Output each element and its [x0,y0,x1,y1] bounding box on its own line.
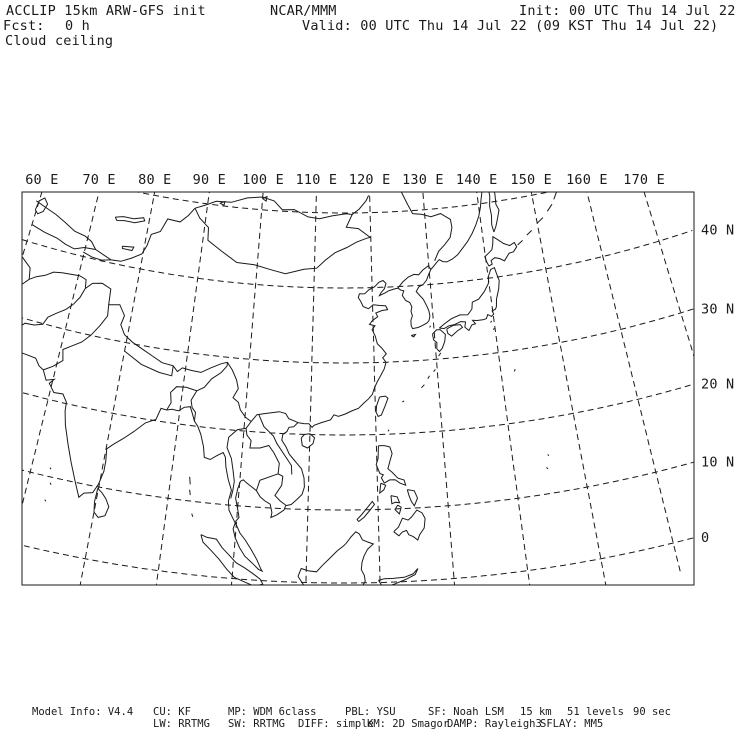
org-name: NCAR/MMM [270,3,337,19]
lat-label: 30 N [701,301,735,318]
small-island [537,218,543,224]
lon-label: 100 E [242,172,284,188]
model-info-item: PBL: YSU [345,706,396,718]
field-name: Cloud ceiling [5,33,114,49]
country-border [22,257,86,288]
parallel-line [0,441,740,510]
lon-label: 90 E [192,172,226,188]
country-border [256,474,278,491]
small-island [548,454,549,455]
lon-label: 130 E [402,172,444,188]
model-info-line2 [0,718,740,730]
model-info-item: KM: 2D Smagor [367,718,450,730]
lakes-group [35,197,267,251]
meridian-line [421,172,456,607]
model-info-item: SW: RRTMG [228,718,285,730]
model-info-item: 90 sec [633,706,671,718]
lon-label: 60 E [25,172,59,188]
country-border [197,362,228,391]
small-island [190,490,191,495]
borders-group [6,191,452,505]
lon-label: 140 E [455,172,498,188]
model-info-item: DIFF: simple [298,718,374,730]
lat-label: 40 N [701,222,735,239]
lat-label: 0 [701,530,710,547]
island-outline [301,434,314,448]
small-island [402,401,404,402]
small-island [547,204,552,211]
graticule [0,133,740,611]
meridian-line [305,175,317,612]
small-island [439,353,441,356]
country-border [401,191,452,261]
small-island [50,483,51,485]
island-outline [411,334,415,336]
lon-axis-labels [25,172,665,188]
coast-group [0,185,482,572]
country-border [167,387,197,421]
meridian-line [154,167,212,600]
lon-label: 120 E [348,172,391,188]
model-info-item: SFLAY: MM5 [540,718,604,730]
meridian-line [0,133,60,551]
small-island [514,369,515,371]
small-island [50,468,51,470]
island-outline [395,505,401,514]
island-outline [439,268,499,331]
country-border [83,252,111,260]
small-island [554,192,557,200]
fcst-value: 0 h [65,18,90,34]
meridian-line [626,133,740,551]
country-border [259,415,292,475]
lon-label: 110 E [295,172,338,188]
islands-group [94,183,517,594]
country-border [352,195,368,214]
island-outline [380,483,386,493]
model-info-item: 15 km [520,706,552,718]
meridian-line [473,167,531,600]
lake-outline [122,246,134,250]
meridian-line [80,158,161,587]
small-island [388,430,389,432]
coastline [0,185,482,572]
lake-outline [220,202,225,206]
small-island [527,230,532,235]
island-outline [357,501,374,521]
small-island [45,500,46,502]
model-info-item: SF: Noah LSM [428,706,504,718]
small-island [493,328,494,330]
lon-label: 160 E [566,172,608,188]
small-island [190,477,191,485]
model-info-item: MP: WDM 6class [228,706,317,718]
island-outline [376,396,388,416]
country-border [43,305,297,423]
small-island [428,376,430,379]
model-info-item: LW: RRTMG [153,718,210,730]
country-border [10,279,29,316]
small-island [518,240,523,245]
island-outline [94,488,109,517]
model-title: ACCLIP 15km ARW-GFS init [6,3,206,19]
island-outline [376,446,406,486]
valid-time: Valid: 00 UTC Thu 14 Jul 22 (09 KST Thu 14 Jul 22) [302,18,719,34]
map-frame [22,192,694,585]
island-outline [407,490,417,506]
parallel-line [0,301,716,363]
country-border [32,208,195,261]
small-island [192,514,193,517]
small-island [434,369,436,371]
island-outline [391,496,400,504]
lat-axis-labels [701,222,734,546]
country-border [195,197,370,274]
island-outline [488,183,499,232]
lon-label: 70 E [82,172,116,188]
model-info-item: DAMP: Rayleigh3 [447,718,542,730]
fcst-label: Fcst: [3,18,45,34]
small-island [491,321,492,323]
init-time: Init: 00 UTC Thu 14 Jul 22 [519,3,736,19]
model-info-item: CU: KF [153,706,191,718]
island-outline [447,325,463,337]
model-info-item: Model Info: V4.4 [32,706,134,718]
model-info-item: 51 levels [567,706,624,718]
country-border [398,266,431,288]
lon-label: 150 E [510,172,553,188]
lat-label: 10 N [701,454,735,471]
lon-label: 170 E [623,172,665,188]
lon-label: 80 E [138,172,172,188]
small-island [421,385,424,388]
lake-outline [35,198,47,214]
lake-outline [115,217,144,223]
small-island [430,326,431,328]
country-border [246,428,286,505]
lat-label: 20 N [701,376,735,393]
island-outline [394,510,425,540]
parallel-line [0,230,692,288]
island-outline [485,237,517,266]
model-info-line1 [0,706,740,718]
small-island [546,468,548,469]
